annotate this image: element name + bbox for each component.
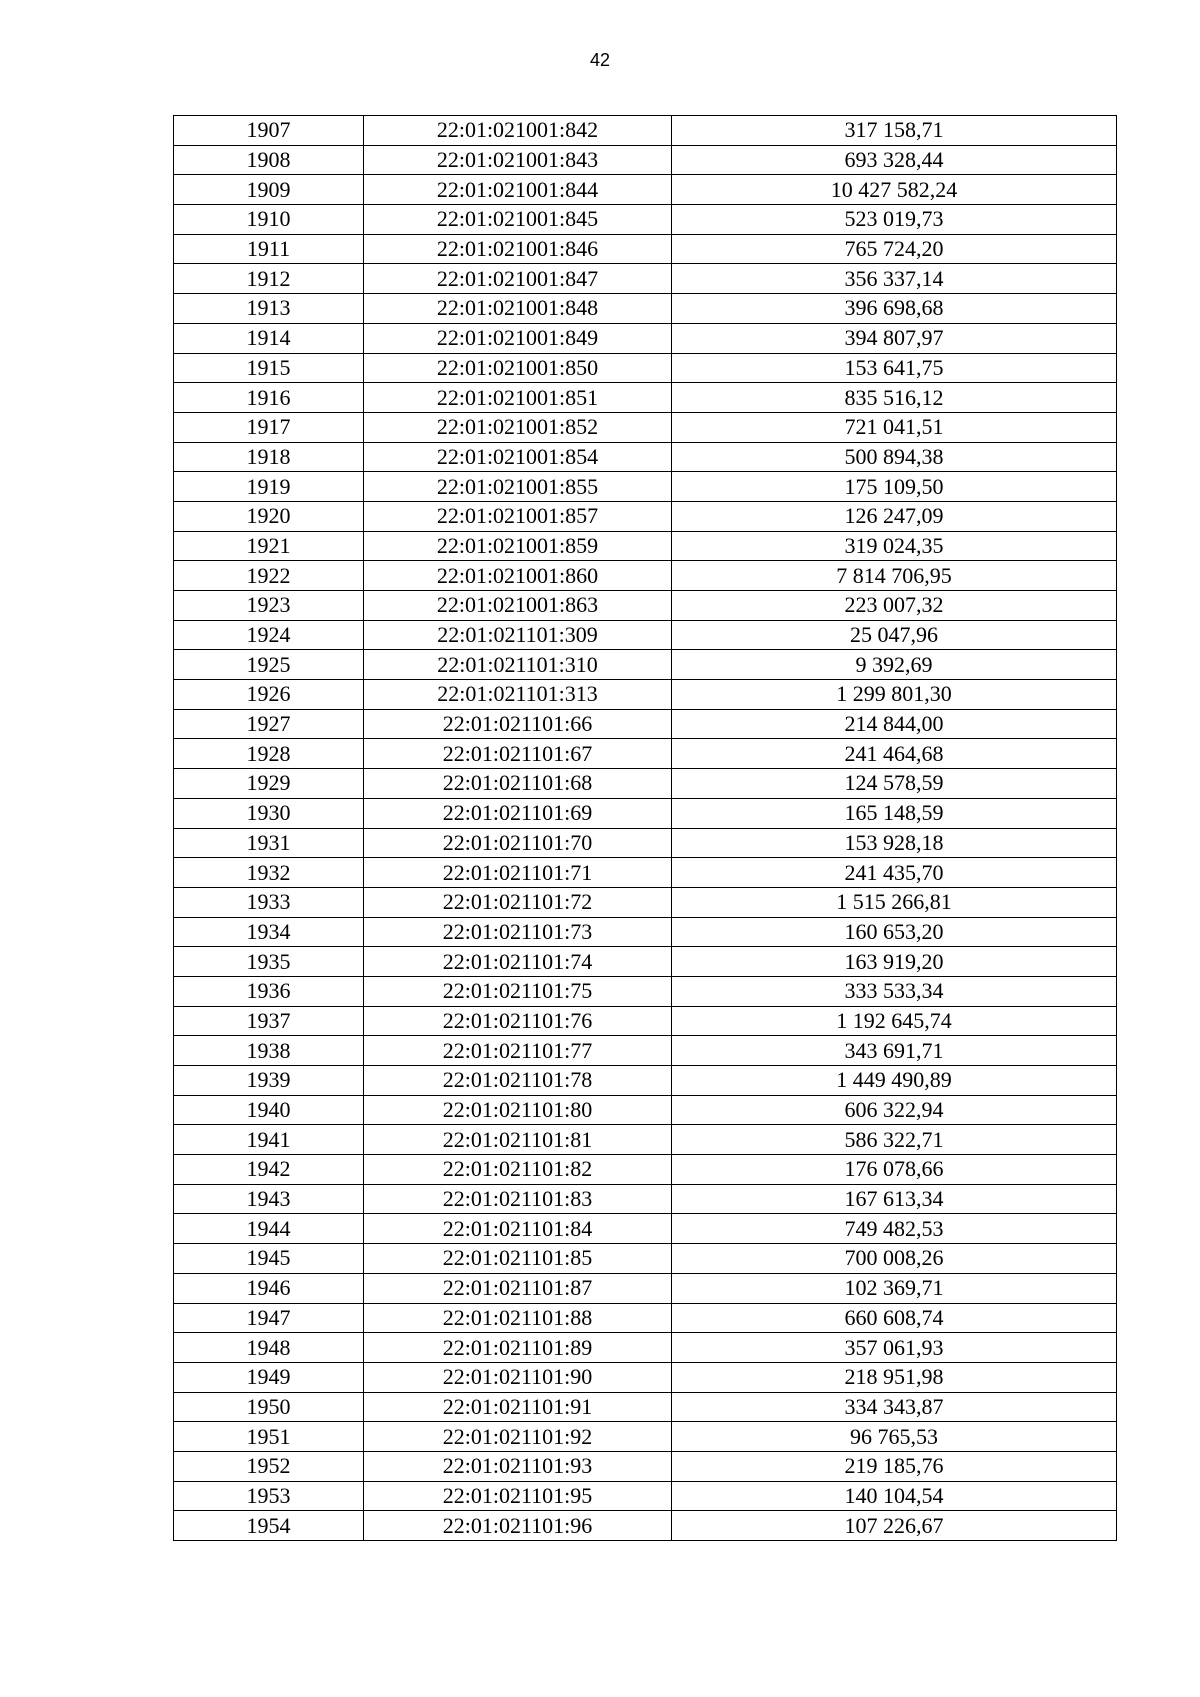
- cadastral-number-cell: 22:01:021001:859: [364, 531, 672, 561]
- table-row: [174, 472, 1117, 502]
- table-row: [174, 887, 1117, 917]
- row-number-cell: 1922: [174, 561, 364, 591]
- cadastral-value-cell: 606 322,94: [672, 1095, 1117, 1125]
- row-number-cell: 1945: [174, 1244, 364, 1274]
- row-number-cell: 1915: [174, 353, 364, 383]
- table-row: [174, 650, 1117, 680]
- table-row: [174, 1422, 1117, 1452]
- cadastral-number-cell: 22:01:021001:863: [364, 591, 672, 621]
- cadastral-number-cell: 22:01:021101:82: [364, 1155, 672, 1185]
- cadastral-value-cell: 7 814 706,95: [672, 561, 1117, 591]
- row-number-cell: 1909: [174, 175, 364, 205]
- cadastral-value-cell: 500 894,38: [672, 442, 1117, 472]
- cadastral-number-cell: 22:01:021101:90: [364, 1362, 672, 1392]
- table-row: [174, 739, 1117, 769]
- cadastral-value-cell: 175 109,50: [672, 472, 1117, 502]
- table-row: [174, 858, 1117, 888]
- table-row: [174, 323, 1117, 353]
- cadastral-value-cell: 153 928,18: [672, 828, 1117, 858]
- table-row: [174, 709, 1117, 739]
- table-row: [174, 531, 1117, 561]
- table-body: [174, 116, 1117, 1541]
- cadastral-value-cell: 396 698,68: [672, 294, 1117, 324]
- row-number-cell: 1934: [174, 917, 364, 947]
- cadastral-number-cell: 22:01:021001:855: [364, 472, 672, 502]
- table-row: [174, 769, 1117, 799]
- table-row: [174, 620, 1117, 650]
- row-number-cell: 1952: [174, 1451, 364, 1481]
- table-row: [174, 412, 1117, 442]
- row-number-cell: 1936: [174, 976, 364, 1006]
- row-number-cell: 1949: [174, 1362, 364, 1392]
- cadastral-number-cell: 22:01:021001:860: [364, 561, 672, 591]
- cadastral-value-cell: 523 019,73: [672, 205, 1117, 235]
- cadastral-number-cell: 22:01:021101:91: [364, 1392, 672, 1422]
- cadastral-number-cell: 22:01:021101:310: [364, 650, 672, 680]
- cadastral-value-cell: 343 691,71: [672, 1036, 1117, 1066]
- cadastral-number-cell: 22:01:021101:72: [364, 887, 672, 917]
- row-number-cell: 1933: [174, 887, 364, 917]
- table-row: [174, 353, 1117, 383]
- cadastral-number-cell: 22:01:021101:88: [364, 1303, 672, 1333]
- cadastral-number-cell: 22:01:021101:96: [364, 1511, 672, 1541]
- table-row: [174, 947, 1117, 977]
- table-row: [174, 1036, 1117, 1066]
- row-number-cell: 1923: [174, 591, 364, 621]
- table-row: [174, 976, 1117, 1006]
- row-number-cell: 1928: [174, 739, 364, 769]
- cadastral-value-cell: 167 613,34: [672, 1184, 1117, 1214]
- row-number-cell: 1917: [174, 412, 364, 442]
- cadastral-number-cell: 22:01:021101:73: [364, 917, 672, 947]
- row-number-cell: 1912: [174, 264, 364, 294]
- table-row: [174, 1155, 1117, 1185]
- table-row: [174, 591, 1117, 621]
- cadastral-value-cell: 835 516,12: [672, 383, 1117, 413]
- row-number-cell: 1940: [174, 1095, 364, 1125]
- cadastral-value-cell: 153 641,75: [672, 353, 1117, 383]
- cadastral-number-cell: 22:01:021101:71: [364, 858, 672, 888]
- row-number-cell: 1951: [174, 1422, 364, 1452]
- cadastral-number-cell: 22:01:021101:81: [364, 1125, 672, 1155]
- table-row: [174, 1066, 1117, 1096]
- row-number-cell: 1944: [174, 1214, 364, 1244]
- table-row: [174, 561, 1117, 591]
- cadastral-value-cell: 241 464,68: [672, 739, 1117, 769]
- cadastral-value-cell: 357 061,93: [672, 1333, 1117, 1363]
- row-number-cell: 1938: [174, 1036, 364, 1066]
- row-number-cell: 1950: [174, 1392, 364, 1422]
- row-number-cell: 1911: [174, 234, 364, 264]
- cadastral-number-cell: 22:01:021101:76: [364, 1006, 672, 1036]
- table-row: [174, 294, 1117, 324]
- row-number-cell: 1932: [174, 858, 364, 888]
- table-row: [174, 1333, 1117, 1363]
- table-row: [174, 501, 1117, 531]
- cadastral-number-cell: 22:01:021001:849: [364, 323, 672, 353]
- cadastral-value-cell: 317 158,71: [672, 116, 1117, 146]
- row-number-cell: 1927: [174, 709, 364, 739]
- cadastral-number-cell: 22:01:021001:851: [364, 383, 672, 413]
- cadastral-number-cell: 22:01:021101:70: [364, 828, 672, 858]
- cadastral-value-cell: 214 844,00: [672, 709, 1117, 739]
- cadastral-value-cell: 223 007,32: [672, 591, 1117, 621]
- cadastral-value-cell: 586 322,71: [672, 1125, 1117, 1155]
- page-number: 42: [589, 50, 611, 70]
- table-row: [174, 234, 1117, 264]
- row-number-cell: 1919: [174, 472, 364, 502]
- cadastral-value-cell: 124 578,59: [672, 769, 1117, 799]
- cadastral-value-cell: 765 724,20: [672, 234, 1117, 264]
- cadastral-value-cell: 126 247,09: [672, 501, 1117, 531]
- row-number-cell: 1924: [174, 620, 364, 650]
- cadastral-number-cell: 22:01:021101:89: [364, 1333, 672, 1363]
- cadastral-value-table: [173, 115, 1117, 1541]
- cadastral-value-cell: 1 449 490,89: [672, 1066, 1117, 1096]
- row-number-cell: 1935: [174, 947, 364, 977]
- row-number-cell: 1925: [174, 650, 364, 680]
- cadastral-value-cell: 165 148,59: [672, 798, 1117, 828]
- cadastral-value-cell: 176 078,66: [672, 1155, 1117, 1185]
- cadastral-number-cell: 22:01:021101:92: [364, 1422, 672, 1452]
- table-row: [174, 680, 1117, 710]
- cadastral-number-cell: 22:01:021001:843: [364, 145, 672, 175]
- row-number-cell: 1920: [174, 501, 364, 531]
- cadastral-number-cell: 22:01:021101:80: [364, 1095, 672, 1125]
- cadastral-number-cell: 22:01:021101:309: [364, 620, 672, 650]
- cadastral-number-cell: 22:01:021001:844: [364, 175, 672, 205]
- cadastral-value-cell: 334 343,87: [672, 1392, 1117, 1422]
- cadastral-number-cell: 22:01:021001:848: [364, 294, 672, 324]
- cadastral-number-cell: 22:01:021101:83: [364, 1184, 672, 1214]
- table-row: [174, 798, 1117, 828]
- cadastral-value-cell: 241 435,70: [672, 858, 1117, 888]
- cadastral-value-cell: 333 533,34: [672, 976, 1117, 1006]
- cadastral-value-cell: 319 024,35: [672, 531, 1117, 561]
- cadastral-value-cell: 218 951,98: [672, 1362, 1117, 1392]
- cadastral-number-cell: 22:01:021001:852: [364, 412, 672, 442]
- cadastral-value-cell: 394 807,97: [672, 323, 1117, 353]
- table-row: [174, 1184, 1117, 1214]
- cadastral-value-cell: 160 653,20: [672, 917, 1117, 947]
- cadastral-number-cell: 22:01:021101:74: [364, 947, 672, 977]
- cadastral-value-cell: 219 185,76: [672, 1451, 1117, 1481]
- cadastral-number-cell: 22:01:021001:842: [364, 116, 672, 146]
- cadastral-number-cell: 22:01:021101:313: [364, 680, 672, 710]
- row-number-cell: 1916: [174, 383, 364, 413]
- row-number-cell: 1939: [174, 1066, 364, 1096]
- row-number-cell: 1913: [174, 294, 364, 324]
- cadastral-value-cell: 96 765,53: [672, 1422, 1117, 1452]
- table-row: [174, 1362, 1117, 1392]
- table-row: [174, 205, 1117, 235]
- table-row: [174, 442, 1117, 472]
- cadastral-number-cell: 22:01:021101:78: [364, 1066, 672, 1096]
- cadastral-value-cell: 693 328,44: [672, 145, 1117, 175]
- cadastral-value-cell: 749 482,53: [672, 1214, 1117, 1244]
- cadastral-value-cell: 1 192 645,74: [672, 1006, 1117, 1036]
- cadastral-value-cell: 163 919,20: [672, 947, 1117, 977]
- row-number-cell: 1941: [174, 1125, 364, 1155]
- row-number-cell: 1942: [174, 1155, 364, 1185]
- table-row: [174, 175, 1117, 205]
- table-row: [174, 383, 1117, 413]
- row-number-cell: 1948: [174, 1333, 364, 1363]
- row-number-cell: 1910: [174, 205, 364, 235]
- cadastral-number-cell: 22:01:021101:67: [364, 739, 672, 769]
- cadastral-value-cell: 660 608,74: [672, 1303, 1117, 1333]
- cadastral-number-cell: 22:01:021101:68: [364, 769, 672, 799]
- row-number-cell: 1926: [174, 680, 364, 710]
- table-row: [174, 917, 1117, 947]
- cadastral-number-cell: 22:01:021001:845: [364, 205, 672, 235]
- table-row: [174, 1095, 1117, 1125]
- cadastral-number-cell: 22:01:021101:75: [364, 976, 672, 1006]
- cadastral-number-cell: 22:01:021101:77: [364, 1036, 672, 1066]
- cadastral-value-cell: 9 392,69: [672, 650, 1117, 680]
- row-number-cell: 1929: [174, 769, 364, 799]
- table-row: [174, 1392, 1117, 1422]
- cadastral-value-cell: 102 369,71: [672, 1273, 1117, 1303]
- table-row: [174, 116, 1117, 146]
- cadastral-value-cell: 700 008,26: [672, 1244, 1117, 1274]
- row-number-cell: 1937: [174, 1006, 364, 1036]
- cadastral-value-cell: 10 427 582,24: [672, 175, 1117, 205]
- cadastral-number-cell: 22:01:021101:95: [364, 1481, 672, 1511]
- cadastral-value-cell: 356 337,14: [672, 264, 1117, 294]
- row-number-cell: 1918: [174, 442, 364, 472]
- cadastral-number-cell: 22:01:021101:69: [364, 798, 672, 828]
- cadastral-number-cell: 22:01:021101:84: [364, 1214, 672, 1244]
- cadastral-number-cell: 22:01:021001:854: [364, 442, 672, 472]
- table-row: [174, 264, 1117, 294]
- cadastral-number-cell: 22:01:021101:87: [364, 1273, 672, 1303]
- cadastral-number-cell: 22:01:021101:85: [364, 1244, 672, 1274]
- table-row: [174, 1273, 1117, 1303]
- row-number-cell: 1947: [174, 1303, 364, 1333]
- table-row: [174, 1303, 1117, 1333]
- row-number-cell: 1921: [174, 531, 364, 561]
- table-row: [174, 1511, 1117, 1541]
- cadastral-number-cell: 22:01:021101:66: [364, 709, 672, 739]
- table-row: [174, 1451, 1117, 1481]
- cadastral-value-cell: 721 041,51: [672, 412, 1117, 442]
- row-number-cell: 1907: [174, 116, 364, 146]
- row-number-cell: 1946: [174, 1273, 364, 1303]
- cadastral-number-cell: 22:01:021001:847: [364, 264, 672, 294]
- row-number-cell: 1954: [174, 1511, 364, 1541]
- table-row: [174, 1214, 1117, 1244]
- row-number-cell: 1943: [174, 1184, 364, 1214]
- table-row: [174, 1481, 1117, 1511]
- cadastral-value-cell: 25 047,96: [672, 620, 1117, 650]
- table-row: [174, 828, 1117, 858]
- table-row: [174, 1006, 1117, 1036]
- cadastral-number-cell: 22:01:021101:93: [364, 1451, 672, 1481]
- cadastral-number-cell: 22:01:021001:846: [364, 234, 672, 264]
- cadastral-value-cell: 1 515 266,81: [672, 887, 1117, 917]
- cadastral-value-cell: 140 104,54: [672, 1481, 1117, 1511]
- cadastral-number-cell: 22:01:021001:857: [364, 501, 672, 531]
- cadastral-value-cell: 107 226,67: [672, 1511, 1117, 1541]
- row-number-cell: 1953: [174, 1481, 364, 1511]
- row-number-cell: 1930: [174, 798, 364, 828]
- table-row: [174, 1125, 1117, 1155]
- row-number-cell: 1914: [174, 323, 364, 353]
- table-row: [174, 145, 1117, 175]
- cadastral-number-cell: 22:01:021001:850: [364, 353, 672, 383]
- table-row: [174, 1244, 1117, 1274]
- cadastral-value-cell: 1 299 801,30: [672, 680, 1117, 710]
- row-number-cell: 1908: [174, 145, 364, 175]
- row-number-cell: 1931: [174, 828, 364, 858]
